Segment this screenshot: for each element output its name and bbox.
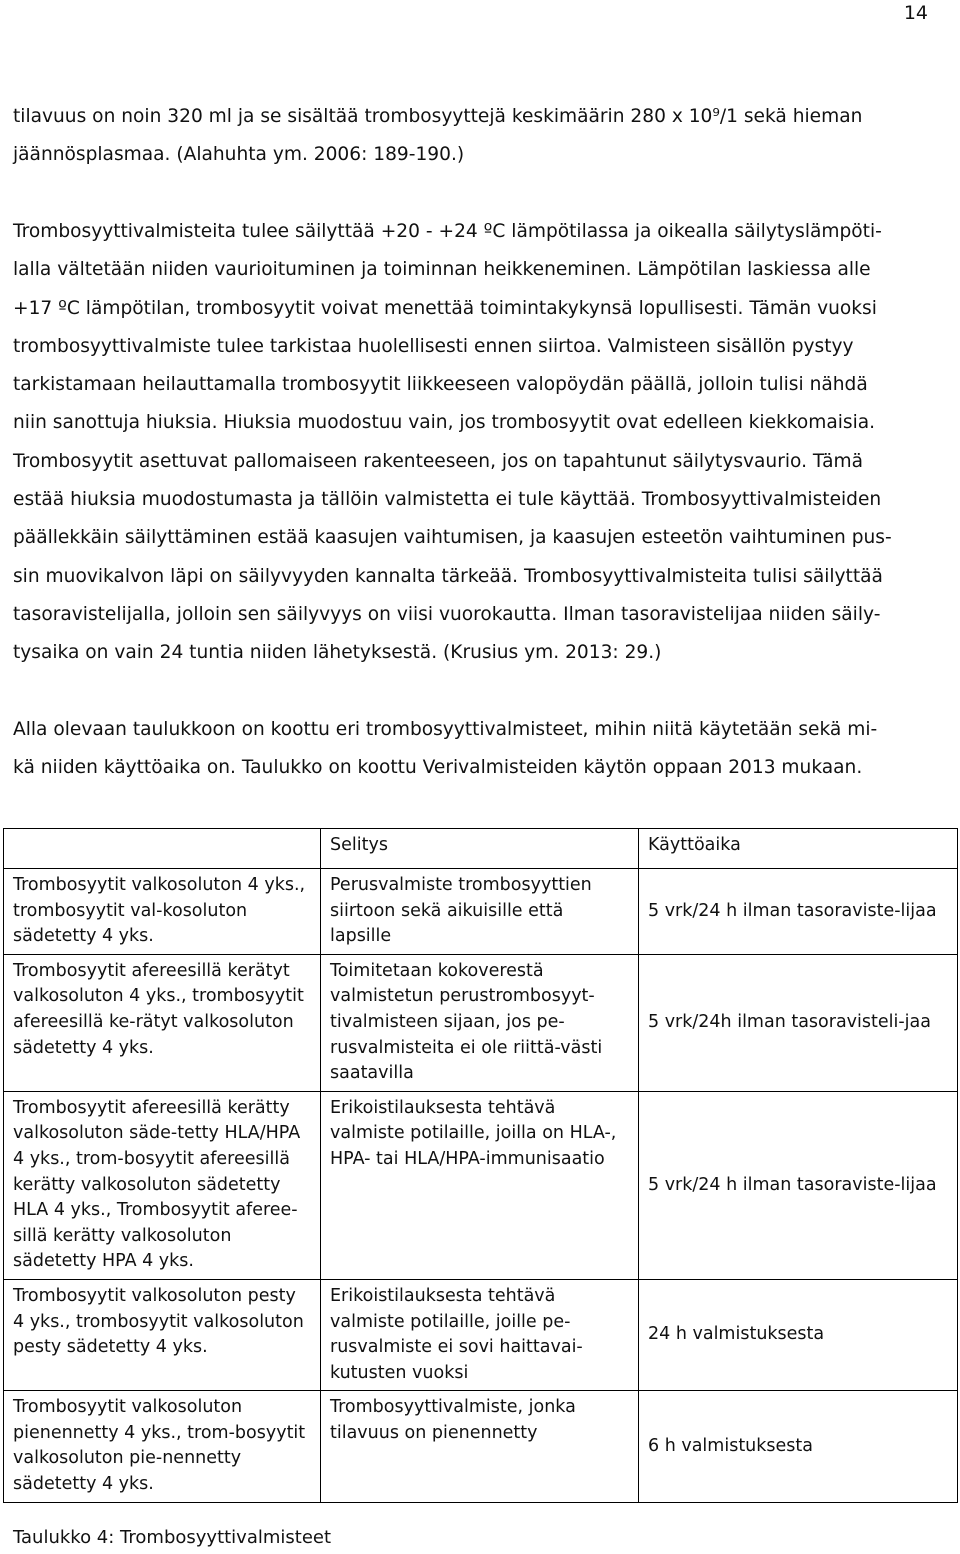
table-row [4,954,958,1091]
explanation-cell: Toimitetaan kokoverestä valmistetun perustrombosyyt-tivalmisteen sijaan, jos pe-rusvalmisteita ei ole riittä-västi saatavilla [321,954,639,1091]
product-cell: Trombosyytit valkosoluton 4 yks., trombosyytit val-kosoluton sädetetty 4 yks. [4,869,321,955]
products-table-container [3,828,957,1503]
text-line: Trombosyyttivalmisteita tulee säilyttää +20 - +24 ºC lämpötilassa ja oikealla säilytyslämpöti- [13,221,882,242]
text-line: tasoravistelijalla, jolloin sen säilyvyys on viisi vuorokautta. Ilman tasoravistelijaa niiden säily- [13,603,881,625]
explanation-cell: Perusvalmiste trombosyyttien siirtoon sekä aikuisille että lapsille [321,869,639,955]
time-cell: 24 h valmistuksesta [639,1279,958,1390]
time-cell: 5 vrk/24h ilman tasoravisteli-jaa [639,954,958,1091]
time-cell: 5 vrk/24 h ilman tasoraviste-lijaa [639,869,958,955]
explanation-cell: Trombosyyttivalmiste, jonka tilavuus on pienennetty [321,1391,639,1502]
table-row [4,1091,958,1279]
text-line: tilavuus on noin 320 ml ja se sisältää trombosyyttejä keskimäärin 280 x 10⁹/1 sekä hieman [13,106,863,127]
text-line: päällekkäin säilyttäminen estää kaasujen vaihtumisen, ja kaasujen esteetön vaihtuminen pus- [13,527,892,549]
paragraph-1 [13,98,941,175]
table-row [4,1391,958,1502]
paragraph-2 [13,213,941,673]
text-line: kä niiden käyttöaika on. Taulukko on koottu Verivalmisteiden käytön oppaan 2013 mukaan. [13,757,863,779]
header-product [4,829,321,869]
text-line: +17 ºC lämpötilan, trombosyytit voivat menettää toimintakykynsä lopullisesti. Tämän vuoksi [13,297,877,319]
paragraph-3 [13,711,941,788]
header-time: Käyttöaika [639,829,958,869]
table-caption: Taulukko 4: Trombosyyttivalmisteet [13,1527,332,1548]
explanation-cell: Erikoistilauksesta tehtävä valmiste potilaille, joilla on HLA-, HPA- tai HLA/HPA-immunisaatio [321,1091,639,1279]
product-cell: Trombosyytit valkosoluton pienennetty 4 yks., trom-bosyytit valkosoluton pie-nennetty sädetetty 4 yks. [4,1391,321,1502]
text-line: estää hiuksia muodostumasta ja tällöin valmistetta ei tule käyttää. Trombosyyttivalmisteiden [13,489,882,511]
table-row [4,869,958,955]
table-header-row [4,829,958,869]
product-cell: Trombosyytit afereesillä kerätty valkosoluton säde-tetty HLA/HPA 4 yks., trom-bosyytit afereesillä kerätty valkosoluton sädetetty HLA 4 yks., Trombosyytit aferee-sillä kerätty valkosoluton sädetetty HPA 4 yks. [4,1091,321,1279]
text-line: tysaika on vain 24 tuntia niiden lähetyksestä. (Krusius ym. 2013: 29.) [13,642,662,664]
time-cell: 6 h valmistuksesta [639,1391,958,1502]
text-line: lalla vältetään niiden vaurioituminen ja toiminnan heikkeneminen. Lämpötilan laskiessa alle [13,259,871,281]
text-line: sin muovikalvon läpi on säilyvyyden kannalta tärkeää. Trombosyyttivalmisteita tulisi säilyttää [13,565,883,587]
products-table [3,828,958,1503]
table-row [4,1279,958,1390]
header-explanation: Selitys [321,829,639,869]
text-line: trombosyyttivalmiste tulee tarkistaa huolellisesti ennen siirtoa. Valmisteen sisällön pystyy [13,335,854,357]
text-line: niin sanottuja hiuksia. Hiuksia muodostuu vain, jos trombosyytit ovat edelleen kiekkomaisia. [13,412,876,434]
text-line: jäännösplasmaa. (Alahuhta ym. 2006: 189-190.) [13,144,465,166]
time-cell: 5 vrk/24 h ilman tasoraviste-lijaa [639,1091,958,1279]
product-cell: Trombosyytit afereesillä kerätyt valkosoluton 4 yks., trombosyytit afereesillä ke-rätyt valkosoluton sädetetty 4 yks. [4,954,321,1091]
explanation-cell: Erikoistilauksesta tehtävä valmiste potilaille, joille pe-rusvalmiste ei sovi haittavai-kutusten vuoksi [321,1279,639,1390]
product-cell: Trombosyytit valkosoluton pesty 4 yks., trombosyytit valkosoluton pesty sädetetty 4 yks. [4,1279,321,1390]
text-line: Alla olevaan taulukkoon on koottu eri trombosyyttivalmisteet, mihin niitä käytetään sekä mi- [13,719,878,740]
text-line: tarkistamaan heilauttamalla trombosyytit liikkeeseen valopöydän päällä, jolloin tulisi nähdä [13,374,868,396]
page-number: 14 [903,2,928,24]
text-line: Trombosyytit asettuvat pallomaiseen rakenteeseen, jos on tapahtunut säilytysvaurio. Tämä [13,450,863,472]
